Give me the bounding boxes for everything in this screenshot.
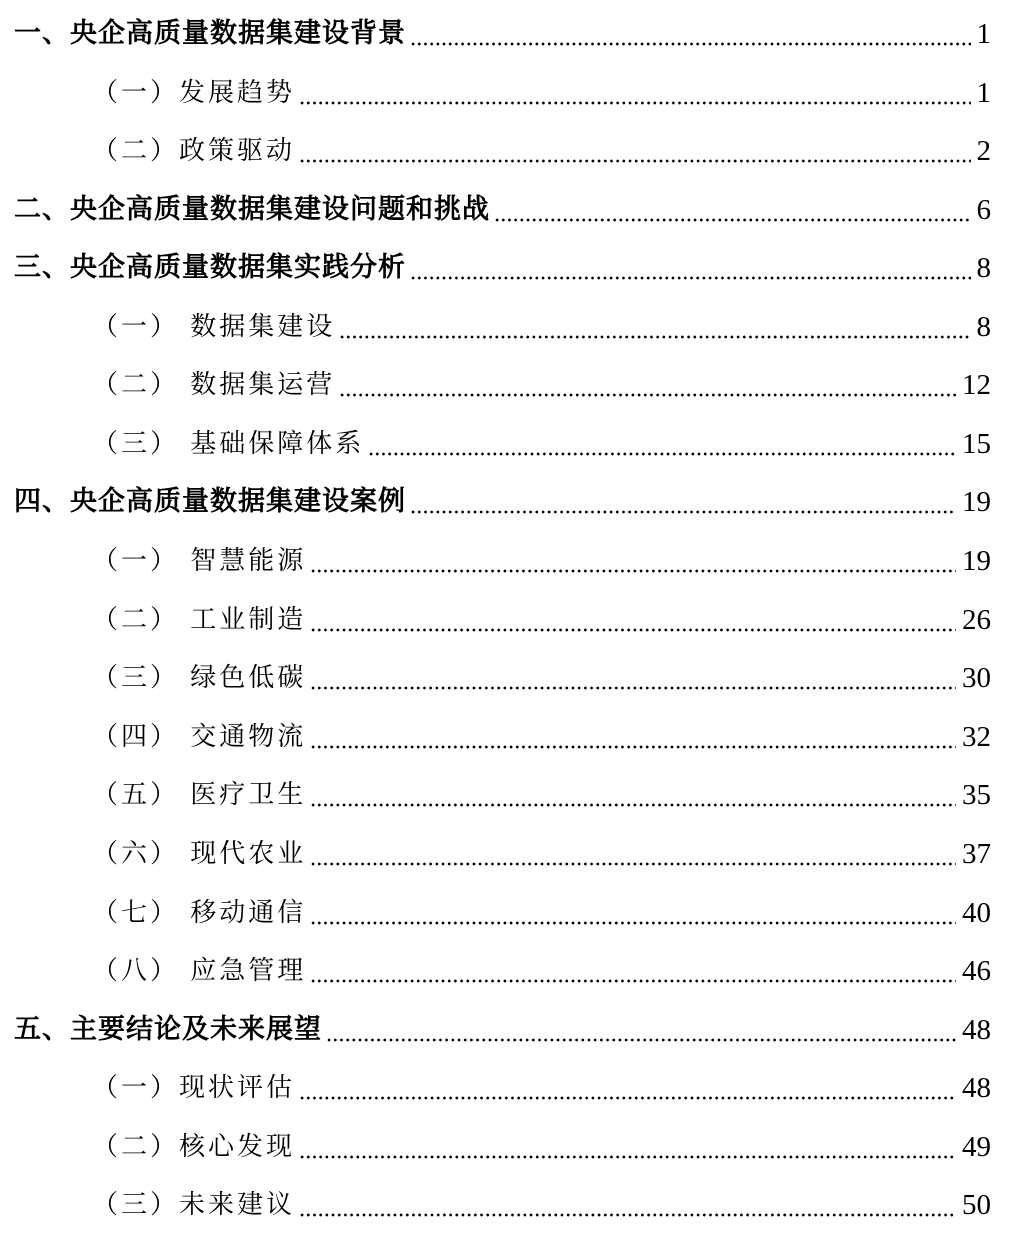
toc-entry-page-number: 19 [956, 480, 991, 524]
toc-entry-page-number: 26 [956, 598, 991, 642]
toc-entry-page-number: 15 [956, 422, 991, 466]
toc-entry[interactable] [0, 832, 1011, 876]
dot-leader [494, 218, 971, 222]
toc-entry-page-number: 35 [956, 773, 991, 817]
toc-entry[interactable] [0, 539, 1011, 583]
toc-entry-page-number: 19 [956, 539, 991, 583]
toc-entry[interactable] [0, 715, 1011, 759]
toc-entry-title: （二） 工业制造 [92, 598, 310, 642]
toc-entry-page-number: 2 [971, 129, 992, 173]
toc-entry-title: （七） 移动通信 [92, 891, 310, 935]
toc-entry-page-number: 40 [956, 891, 991, 935]
dot-leader [299, 159, 970, 163]
toc-entry[interactable] [0, 1183, 1011, 1227]
toc-entry[interactable] [0, 12, 1011, 56]
toc-entry-title: （三） 基础保障体系 [92, 422, 368, 466]
toc-entry[interactable] [0, 891, 1011, 935]
dot-leader [339, 393, 956, 397]
toc-entry-title: （四） 交通物流 [92, 715, 310, 759]
dot-leader [299, 101, 970, 105]
toc-entry-title: （一） 数据集建设 [92, 305, 339, 349]
toc-entry-title: 三、央企高质量数据集实践分析 [14, 246, 410, 290]
dot-leader [310, 862, 956, 866]
toc-entry-page-number: 1 [971, 71, 992, 115]
toc-entry-title: （三） 绿色低碳 [92, 656, 310, 700]
toc-entry-page-number: 49 [956, 1125, 991, 1169]
dot-leader [326, 1038, 956, 1042]
toc-entry[interactable] [0, 1125, 1011, 1169]
dot-leader [339, 335, 970, 339]
toc-entry-page-number: 37 [956, 832, 991, 876]
toc-entry-title: （二）政策驱动 [92, 129, 299, 173]
toc-entry-page-number: 8 [971, 246, 992, 290]
dot-leader [310, 979, 956, 983]
toc-entry[interactable] [0, 129, 1011, 173]
toc-entry[interactable] [0, 363, 1011, 407]
toc-entry-title: （八） 应急管理 [92, 949, 310, 993]
toc-entry[interactable] [0, 773, 1011, 817]
dot-leader [310, 686, 956, 690]
toc-entry-title: （二） 数据集运营 [92, 363, 339, 407]
toc-entry[interactable] [0, 656, 1011, 700]
toc-entry[interactable] [0, 480, 1011, 524]
toc-entry[interactable] [0, 598, 1011, 642]
toc-entry-page-number: 32 [956, 715, 991, 759]
toc-entry-page-number: 50 [956, 1183, 991, 1227]
toc-entry-page-number: 46 [956, 949, 991, 993]
toc-entry[interactable] [0, 1008, 1011, 1052]
toc-entry-title: 一、央企高质量数据集建设背景 [14, 12, 410, 56]
toc-entry-page-number: 1 [971, 12, 992, 56]
toc-entry-title: （一） 智慧能源 [92, 539, 310, 583]
toc-entry[interactable] [0, 188, 1011, 232]
dot-leader [310, 745, 956, 749]
dot-leader [299, 1213, 956, 1217]
dot-leader [299, 1155, 956, 1159]
toc-entry-page-number: 12 [956, 363, 991, 407]
toc-entry-title: 四、央企高质量数据集建设案例 [14, 480, 410, 524]
toc-entry[interactable] [0, 949, 1011, 993]
toc-entry[interactable] [0, 71, 1011, 115]
toc-entry-title: （二）核心发现 [92, 1125, 299, 1169]
toc-entry[interactable] [0, 305, 1011, 349]
toc-entry[interactable] [0, 246, 1011, 290]
toc-entry[interactable] [0, 1066, 1011, 1110]
dot-leader [368, 452, 956, 456]
toc-entry[interactable] [0, 422, 1011, 466]
toc-entry-page-number: 48 [956, 1008, 991, 1052]
dot-leader [410, 42, 971, 46]
toc-entry-title: （六） 现代农业 [92, 832, 310, 876]
toc-entry-page-number: 8 [971, 305, 992, 349]
toc-entry-title: （一）发展趋势 [92, 71, 299, 115]
dot-leader [310, 628, 956, 632]
dot-leader [310, 569, 956, 573]
toc-entry-page-number: 6 [971, 188, 992, 232]
dot-leader [310, 803, 956, 807]
dot-leader [410, 276, 971, 280]
toc-entry-title: 五、主要结论及未来展望 [14, 1008, 326, 1052]
toc-entry-page-number: 30 [956, 656, 991, 700]
toc-entry-title: （三）未来建议 [92, 1183, 299, 1227]
toc-entry-title: 二、央企高质量数据集建设问题和挑战 [14, 188, 494, 232]
toc-entry-title: （五） 医疗卫生 [92, 773, 310, 817]
toc-entry-page-number: 48 [956, 1066, 991, 1110]
dot-leader [310, 921, 956, 925]
toc-entry-title: （一）现状评估 [92, 1066, 299, 1110]
dot-leader [299, 1096, 956, 1100]
dot-leader [410, 510, 956, 514]
